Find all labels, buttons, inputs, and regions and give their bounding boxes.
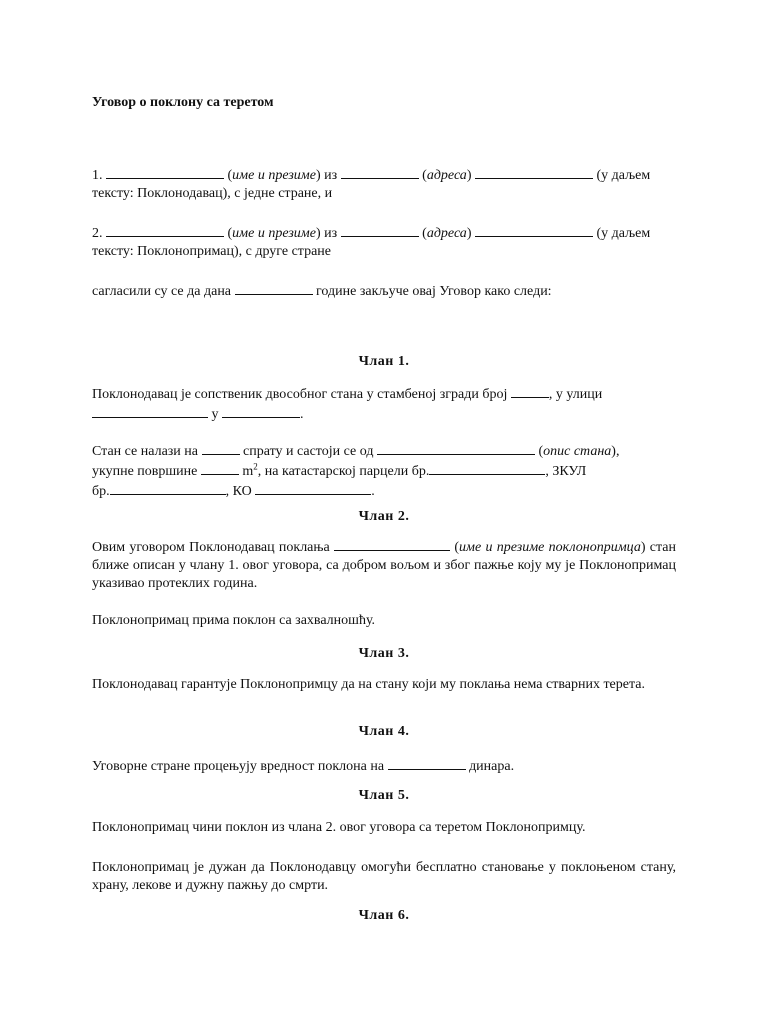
article-2-paragraph-2: Поклонопримац прима поклон са захвалношћу.: [92, 613, 376, 628]
cadastral-municipality-blank[interactable]: [255, 481, 371, 495]
article-3-paragraph-1: Поклонодавац гарантује Поклонопримцу да на стану који му поклања нема стварних терета.: [92, 677, 645, 692]
art1-p2-c: ),: [611, 444, 620, 459]
article-6-heading: Члан 6.: [358, 908, 410, 923]
agreement-date-blank[interactable]: [235, 281, 313, 295]
party1-tail-a: (у даљем: [596, 168, 651, 183]
article-1-paragraph-2: Стан се налази на спрату и састоји се од (опис стана), укупне површине $m^2$, на катастарској парцели бр. , ЗКУЛ бр. , КО .: [92, 441, 676, 501]
party2-tail-a: (у даљем: [596, 226, 651, 241]
article-3-heading: Члан 3.: [358, 646, 410, 661]
contract-page: [92, 0, 676, 1024]
area-unit: m: [242, 464, 254, 479]
article-5-paragraph-1: Поклонопримац чини поклон из члана 2. овог уговора са теретом Поклонопримцу.: [92, 820, 586, 835]
agreement-paragraph: [92, 281, 676, 301]
art1-p2-b: спрату и састоји се од: [243, 444, 374, 459]
agreement-after: године закључе овај Уговор како следи:: [316, 284, 552, 299]
article-1-heading: Члан 1.: [358, 354, 410, 369]
document-title: Уговор о поклону са теретом: [92, 95, 274, 110]
party2-paragraph: 2. (име и презиме) из (адреса) (у даљем тексту: Поклонопримац), с друге стране: [92, 223, 676, 261]
party1-extra-blank[interactable]: [475, 165, 593, 179]
art1-p2-hint: опис стана: [543, 444, 612, 459]
party2-name-blank[interactable]: [106, 223, 224, 237]
party1-name-blank[interactable]: [106, 165, 224, 179]
art2-p1-b: ) стан ближе описан у члану 1. овог уговора, са добром вољом и због пажње коју му је Поклонопримац указивао протеклих година.: [92, 540, 677, 591]
art1-p2-f: , ЗКУЛ: [545, 464, 587, 479]
art4-p1-a: Уговорне стране процењују вредност поклона на: [92, 759, 385, 774]
building-number-blank[interactable]: [511, 384, 549, 398]
art2-p1-hint: име и презиме поклонопримца: [459, 540, 641, 555]
art1-p2-h: , КО: [225, 484, 252, 499]
gift-value-blank[interactable]: [388, 756, 466, 770]
art1-p1-d: .: [300, 407, 304, 422]
parcel-number-blank[interactable]: [429, 461, 545, 475]
art1-p2-d: укупне површине: [92, 464, 198, 479]
party1-address-hint: адреса: [426, 168, 467, 183]
art1-p1-c: у: [211, 407, 219, 422]
art1-p2-i: .: [371, 484, 375, 499]
recipient-name-blank[interactable]: [334, 537, 450, 551]
article-1-paragraph-1: [92, 384, 676, 424]
party1-from: из: [324, 168, 338, 183]
party2-from: из: [324, 226, 338, 241]
art1-p2-a: Стан се налази на: [92, 444, 199, 459]
party2-tail-b: тексту: Поклонопримац), с друге стране: [92, 244, 331, 259]
area-unit-exponent: 2: [253, 461, 258, 472]
party2-address-hint: адреса: [426, 226, 467, 241]
art4-p1-b: динара.: [469, 759, 515, 774]
street-blank[interactable]: [92, 404, 208, 418]
party2-address-blank[interactable]: [341, 223, 419, 237]
party2-number: 2.: [92, 226, 103, 241]
art2-p1-a: Овим уговором Поклонодавац поклања: [92, 540, 330, 555]
article-2-paragraph-1: Овим уговором Поклонодавац поклања (име и презиме поклонопримца) стан ближе описан у члану 1. овог уговора, са добром вољом и због пажње коју му је Поклонопримац указивао протеклих година.: [92, 537, 676, 593]
party2-name-hint: име и презиме: [232, 226, 316, 241]
apartment-description-blank[interactable]: [377, 441, 535, 455]
article-4-heading: Члан 4.: [358, 724, 410, 739]
floor-blank[interactable]: [202, 441, 240, 455]
article-5-paragraph-2: Поклонопримац је дужан да Поклонодавцу омогући бесплатно становање у поклоњеном стану, храну, лекове и дужну пажњу до смрти.: [92, 860, 676, 893]
zkul-number-blank[interactable]: [110, 481, 226, 495]
party1-tail-b: тексту: Поклонодавац), с једне стране, и: [92, 186, 333, 201]
art1-p2-e: , на катастарској парцели бр.: [257, 464, 430, 479]
party2-extra-blank[interactable]: [475, 223, 593, 237]
party1-address-blank[interactable]: [341, 165, 419, 179]
agreement-before: сагласили су се да дана: [92, 284, 232, 299]
art1-p2-g: бр.: [92, 484, 110, 499]
party1-paragraph: 1. (име и презиме) из (адреса) (у даљем тексту: Поклонодавац), с једне стране, и: [92, 165, 676, 203]
city-blank[interactable]: [222, 404, 300, 418]
article-2-heading: Члан 2.: [358, 509, 410, 524]
article-4-paragraph-1: [92, 756, 676, 776]
area-blank[interactable]: [201, 461, 239, 475]
article-5-heading: Члан 5.: [358, 788, 410, 803]
art1-p1-b: , у улици: [548, 387, 603, 402]
party1-name-hint: име и презиме: [232, 168, 316, 183]
art1-p1-a: Поклонодавац је сопственик двособног стана у стамбеној згради број: [92, 387, 508, 402]
party1-number: 1.: [92, 168, 103, 183]
